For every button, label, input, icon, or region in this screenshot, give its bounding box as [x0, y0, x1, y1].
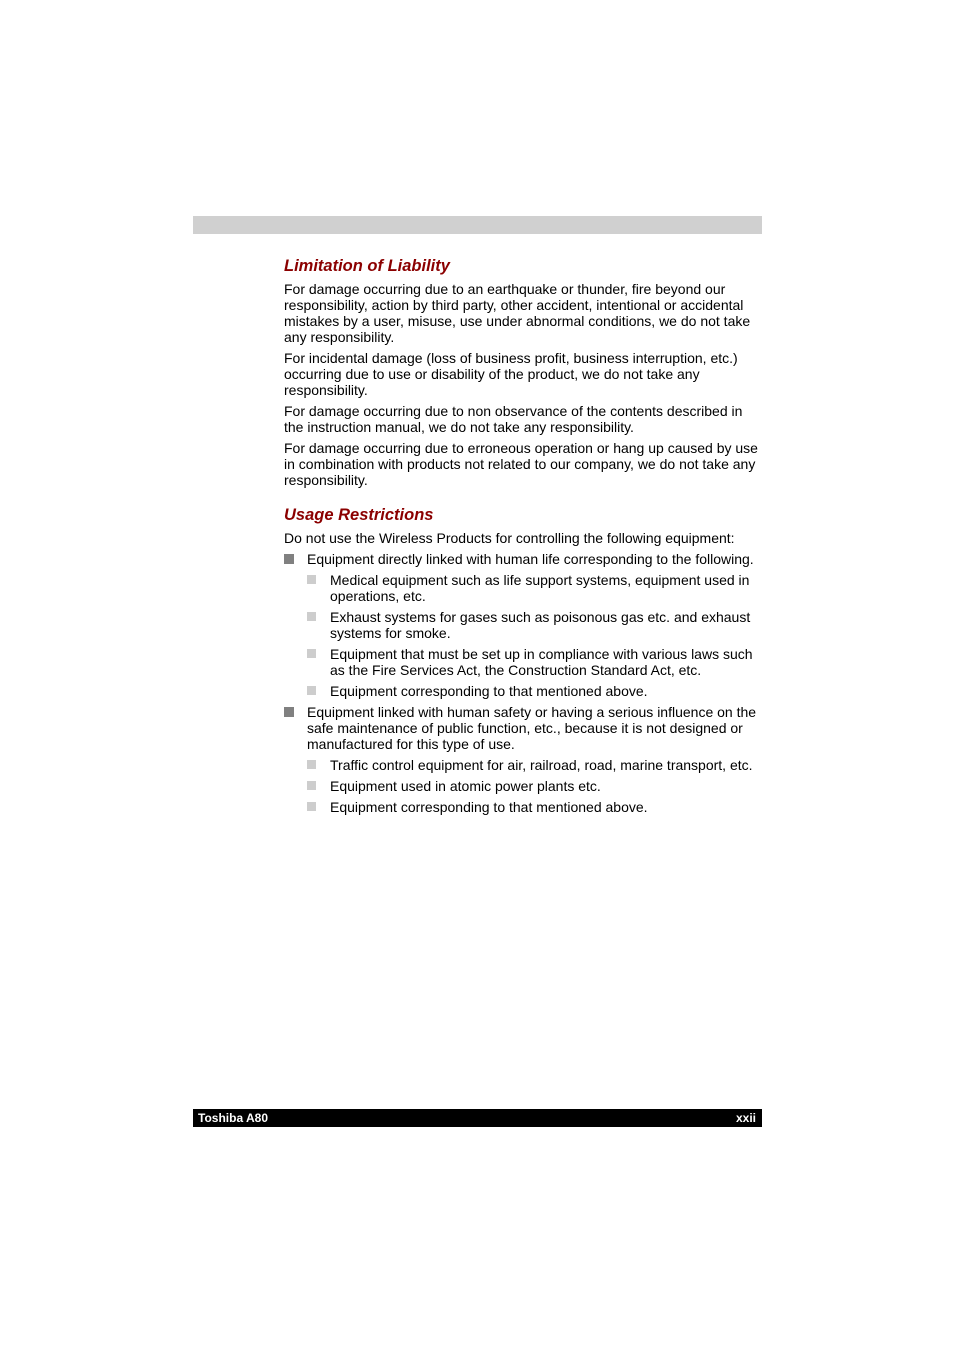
sub-list-item: [307, 757, 762, 773]
paragraph: For damage occurring due to erroneous operation or hang up caused by use in combination with products not related to our company, we do not take any responsibility.: [284, 440, 758, 488]
square-bullet-icon: [307, 575, 316, 584]
sub-list-item-text: Equipment corresponding to that mentioned above.: [330, 683, 648, 699]
restriction-list: [284, 551, 762, 815]
sub-list-item-text: Traffic control equipment for air, railroad, road, marine transport, etc.: [330, 757, 753, 773]
square-bullet-icon: [307, 781, 316, 790]
sub-list-item: [307, 572, 762, 604]
paragraph: For damage occurring due to an earthquake or thunder, fire beyond our responsibility, action by third party, other accident, intentional or accidental mistakes by a user, misuse, use under abnormal conditions, we do not take any responsibility.: [284, 281, 751, 345]
sub-list-item: [307, 609, 762, 641]
list-item: [284, 704, 762, 815]
section-heading-usage-restrictions: Usage Restrictions: [284, 506, 434, 524]
sub-list-item: [307, 646, 762, 678]
square-bullet-icon: [284, 554, 294, 564]
sub-list-item: [307, 683, 762, 699]
sub-list-item: [307, 799, 762, 815]
footer-product-name: Toshiba A80: [198, 1111, 269, 1125]
paragraph: For incidental damage (loss of business profit, business interruption, etc.) occurring due to use or disability of the product, we do not take any responsibility.: [284, 350, 738, 398]
page-content: [284, 256, 762, 815]
square-bullet-icon: [307, 612, 316, 621]
square-bullet-icon: [307, 802, 316, 811]
sub-list-item-text: Exhaust systems for gases such as poisonous gas etc. and exhaust systems for smoke.: [330, 609, 751, 641]
sub-list-item-text: Equipment corresponding to that mentioned above.: [330, 799, 648, 815]
intro-paragraph: Do not use the Wireless Products for controlling the following equipment:: [284, 530, 735, 546]
list-item: [284, 551, 762, 699]
list-item-text: Equipment directly linked with human life corresponding to the following.: [307, 551, 754, 567]
square-bullet-icon: [284, 707, 294, 717]
sub-list-item-text: Equipment that must be set up in compliance with various laws such as the Fire Services Act, the Construction Standard Act, etc.: [330, 646, 753, 678]
paragraph: For damage occurring due to non observance of the contents described in the instruction manual, we do not take any responsibility.: [284, 403, 743, 435]
header-bar: [193, 216, 762, 234]
sub-list-item: [307, 778, 762, 794]
footer-bar: [193, 1109, 762, 1127]
footer-page-number: xxii: [735, 1111, 756, 1125]
square-bullet-icon: [307, 686, 316, 695]
sub-list: [307, 757, 762, 815]
square-bullet-icon: [307, 649, 316, 658]
sub-list: [307, 572, 762, 699]
sub-list-item-text: Medical equipment such as life support systems, equipment used in operations, etc.: [330, 572, 750, 604]
section-heading-limitation-of-liability: Limitation of Liability: [284, 257, 450, 275]
sub-list-item-text: Equipment used in atomic power plants etc.: [330, 778, 601, 794]
list-item-text: Equipment linked with human safety or having a serious influence on the safe maintenance of public function, etc., because it is not designed or manufactured for this type of use.: [307, 704, 757, 752]
square-bullet-icon: [307, 760, 316, 769]
